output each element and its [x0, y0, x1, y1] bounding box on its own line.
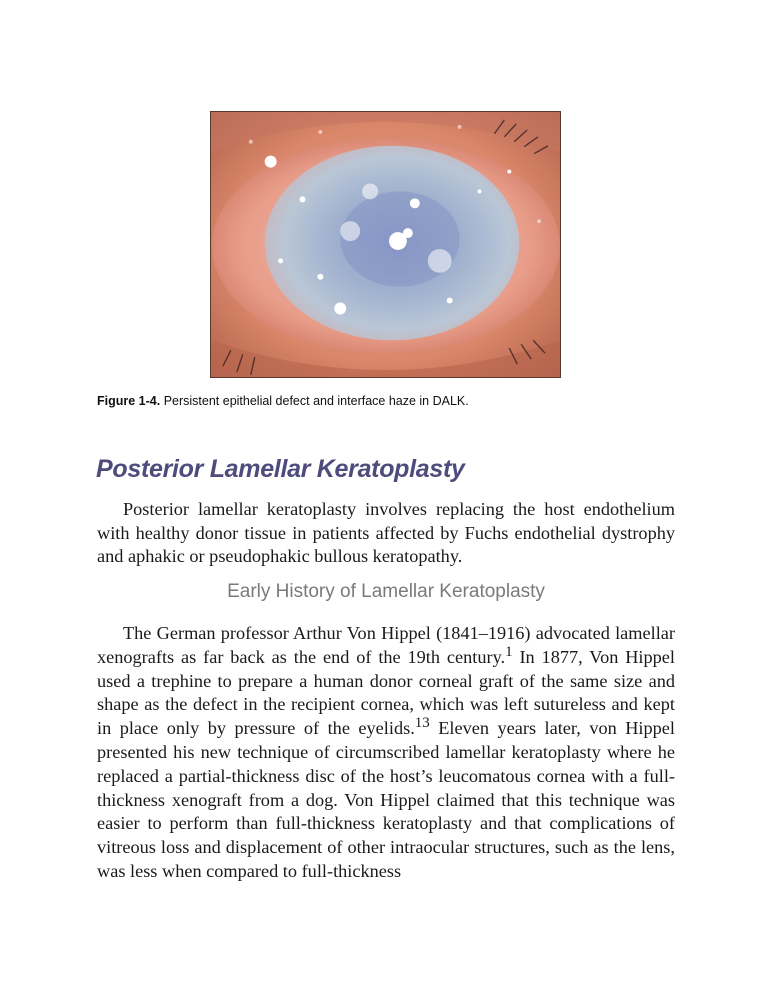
figure-caption-label: Figure 1-4.: [97, 394, 161, 408]
subsection-paragraph: [97, 622, 675, 884]
figure-eye-photo: [210, 111, 561, 378]
subsection-heading: Early History of Lamellar Keratoplasty: [227, 581, 545, 602]
reference-1: 1: [505, 643, 513, 660]
paragraph-text-3: Eleven years later, von Hippel presented his new technique of circumscribed lamellar keratoplasty where he replaced a partial-thickness disc of the host’s leucomatous cornea with a full-thickness xenograft from a dog. Von Hippel claimed that this technique was easier to perform than full-thickness keratoplasty and that complications of vitreous loss and displacement of other intraocular structures, such as the lens, was less when compared to full-thickness: [97, 718, 675, 881]
paragraph-text-1: The German professor Arthur Von Hippel (1841–1916) advocated lamellar xenografts as far back as the end of the 19th century.: [97, 623, 675, 667]
section-paragraph: Posterior lamellar keratoplasty involves replacing the host endothelium with healthy donor tissue in patients affected by Fuchs endothelial dystrophy and aphakic or pseudophakic bullous keratopathy.: [97, 499, 675, 566]
section-heading: Posterior Lamellar Keratoplasty: [96, 455, 465, 483]
figure-caption-text: Persistent epithelial defect and interface haze in DALK.: [160, 394, 469, 408]
eye-photo-icon: [211, 112, 560, 377]
reference-13: 13: [414, 715, 430, 732]
paragraph-text-2: In 1877, Von Hippel used a trephine to prepare a human donor corneal graft of the same size and shape as the defect in the recipient cornea, which was left sutureless and kept in place only by pressure of the eyelids.: [97, 646, 675, 739]
figure-caption: [97, 393, 697, 409]
